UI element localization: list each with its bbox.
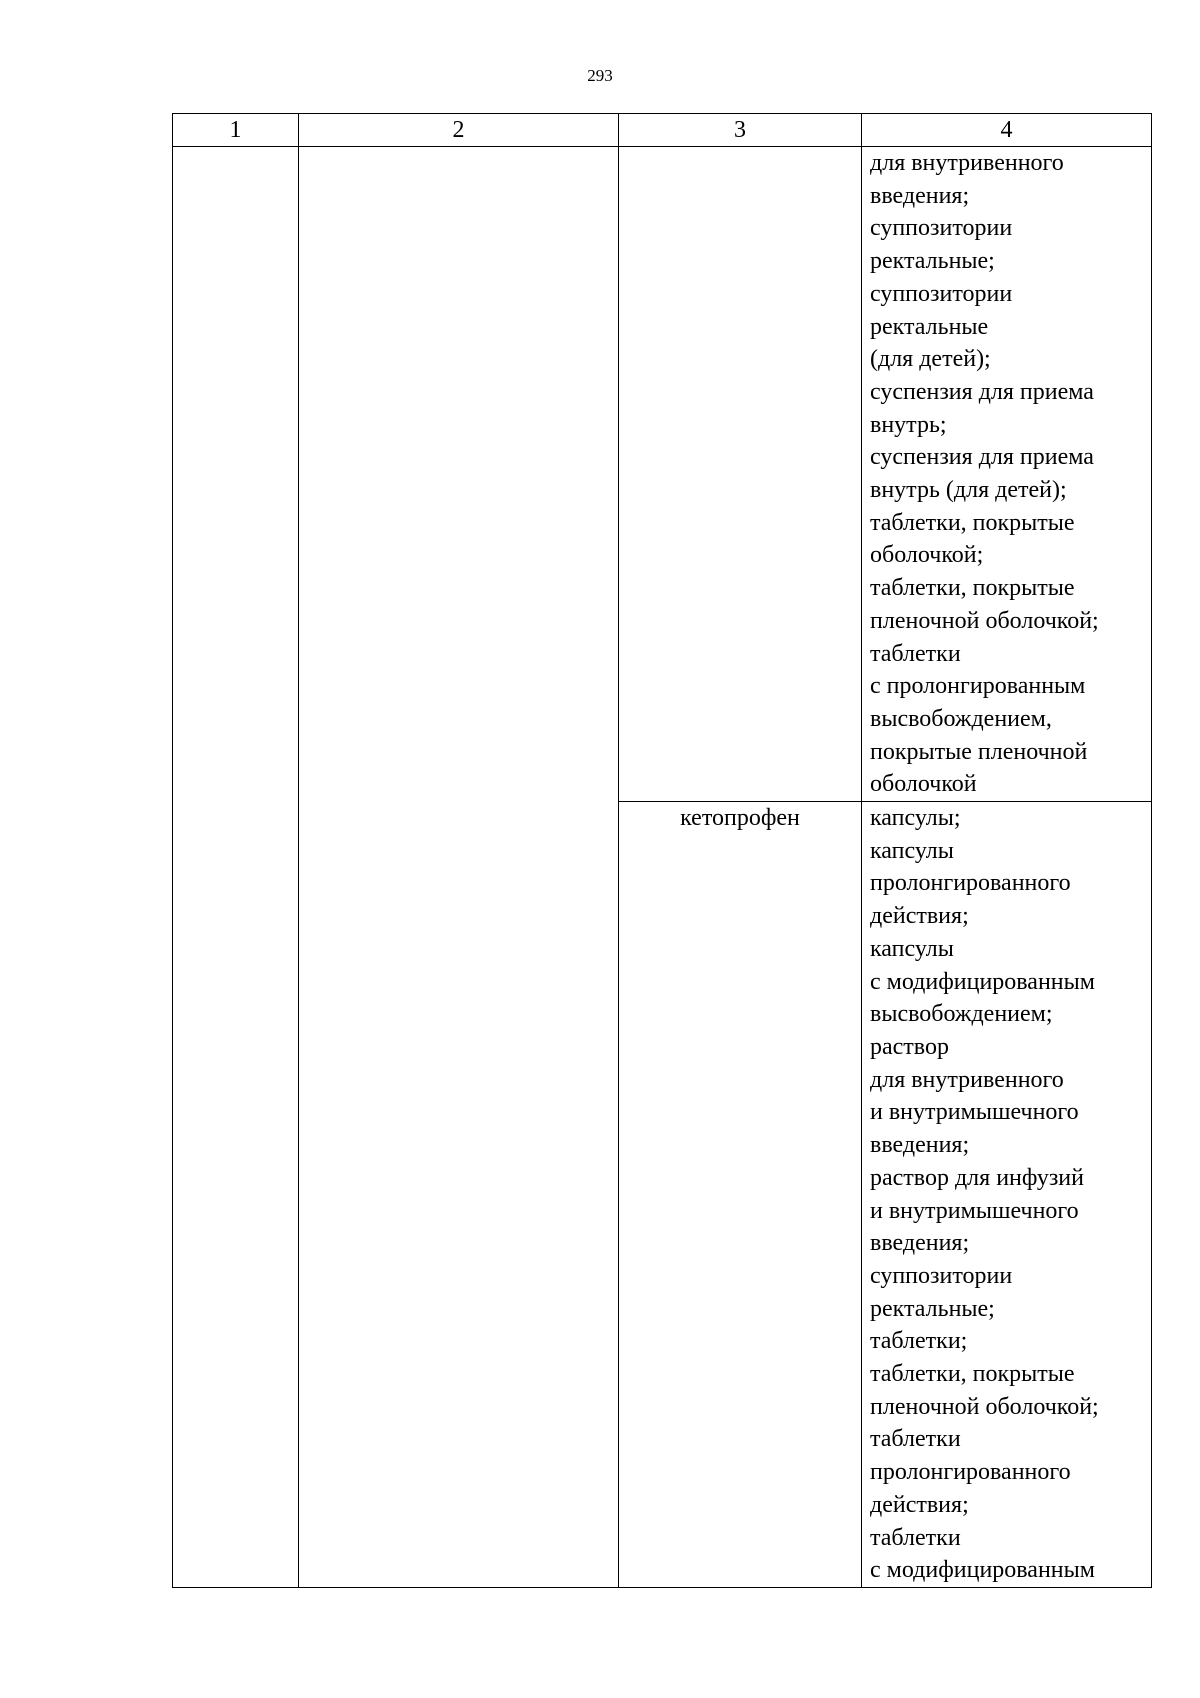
row-2-col-3-cell (619, 802, 862, 1588)
row-col-1-cell (173, 147, 299, 1588)
row-col-2-cell (299, 147, 619, 1588)
dosage-forms-list: для внутривенного введения; суппозитории ректальные; суппозитории ректальные (для детей); суспензия для приема внутрь; суспензия для приема внутрь (для детей); таблетки, покрытые оболочкой; таблетки, покрытые пленочной оболочкой; таблетки с пролонгированным высвобождением, покрытые пленочной оболочкой (870, 150, 1099, 798)
row-2-col-4-cell (862, 802, 1152, 1588)
row-1-col-3-cell (619, 147, 862, 802)
header-col-3: 3 (619, 114, 862, 147)
dosage-forms-list: капсулы; капсулы пролонгированного действия; капсулы с модифицированным высвобождением; раствор для внутривенного и внутримышечного введения; раствор для инфузий и внутримышечного введения; суппозитории ректальные; таблетки; таблетки, покрытые пленочной оболочкой; таблетки пролонгированного действия; таблетки с модифицированным (870, 805, 1099, 1584)
table-row (173, 147, 1152, 802)
page-number: 293 (587, 66, 613, 85)
header-col-2: 2 (299, 114, 619, 147)
header-row (173, 114, 1152, 147)
drug-name: кетопрофен (680, 805, 800, 832)
header-col-1: 1 (173, 114, 299, 147)
drug-table (172, 113, 1152, 1588)
row-1-col-4-cell (862, 147, 1152, 802)
header-col-4: 4 (862, 114, 1152, 147)
